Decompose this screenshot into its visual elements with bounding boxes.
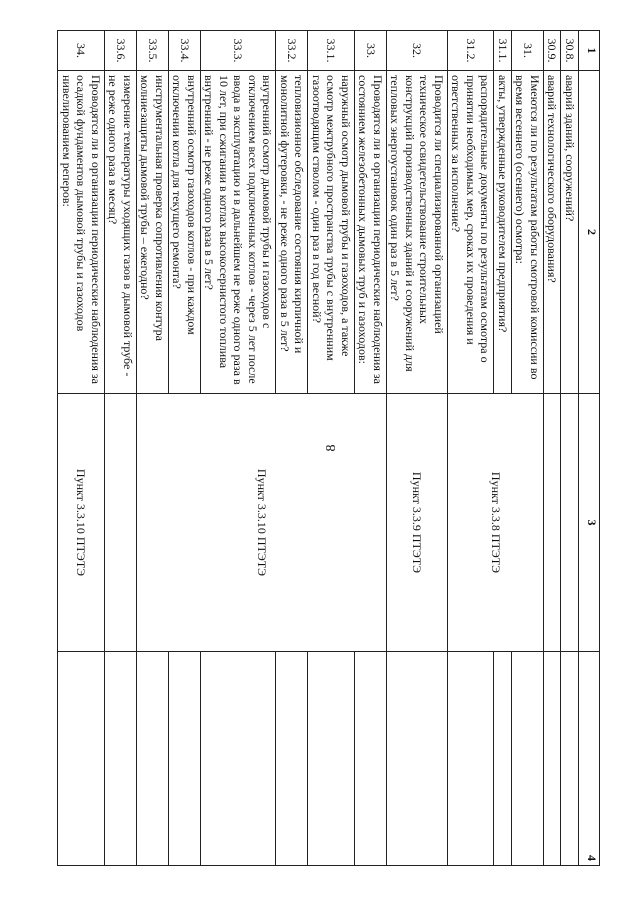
header-col-1: 1 bbox=[579, 31, 600, 71]
row-reference bbox=[105, 394, 137, 652]
row-question: инструментальная проверка сопротивления контура молниезащиты дымовой трубы – ежегодно? bbox=[137, 71, 169, 394]
row-number: 33.2. bbox=[276, 31, 308, 71]
row-number: 32. bbox=[387, 31, 448, 71]
row-question: Проводятся ли в организации периодические наблюдения за состоянием железобетонных дымовых труб и газоходов: bbox=[355, 71, 387, 394]
table-row bbox=[544, 31, 562, 866]
row-note bbox=[58, 652, 105, 866]
row-reference: Пункт 3.3.10 ПТЭТЭ bbox=[137, 394, 387, 652]
row-reference: Пункт 3.3.9 ПТЭТЭ bbox=[387, 394, 448, 652]
row-note bbox=[169, 652, 201, 866]
row-reference bbox=[561, 394, 579, 652]
header-col-3: 3 bbox=[579, 394, 600, 652]
row-question: Имеются ли по результатам работы смотровой комиссии во время весеннего (осеннего) осмотра: bbox=[512, 71, 544, 394]
row-number: 33. bbox=[355, 31, 387, 71]
row-reference: Пункт 3.3.10 ПТЭТЭ bbox=[58, 394, 105, 652]
row-question: аварий технологического оборудования? bbox=[544, 71, 562, 394]
row-question: внутренний осмотр дымовой трубы и газоходов с отключением всех подключенных котлов - через 5 лет после ввода в эксплуатацию и в дальнейшем не реже одного раза в 10 лет, при сжигании в котлах высокосернистого топлива внутренний - не реже одного раза в 5 лет? bbox=[201, 71, 277, 394]
row-number: 31.1. bbox=[494, 31, 512, 71]
row-note bbox=[387, 652, 448, 866]
row-number: 33.3. bbox=[201, 31, 277, 71]
table-row bbox=[355, 31, 387, 866]
row-note bbox=[308, 652, 355, 866]
row-number: 33.6. bbox=[105, 31, 137, 71]
page-number: 8 bbox=[324, 444, 339, 452]
table-row bbox=[512, 31, 544, 866]
row-number: 33.4. bbox=[169, 31, 201, 71]
row-question: аварий зданий, сооружений? bbox=[561, 71, 579, 394]
checklist-sheet bbox=[60, 30, 600, 865]
table-row bbox=[105, 31, 137, 866]
row-question: Проводятся ли в организации периодические наблюдения за осадкой фундаментов дымовой трубы и газоходов нивелированием реперов: bbox=[58, 71, 105, 394]
header-col-4: 4 bbox=[579, 652, 600, 866]
table-row bbox=[58, 31, 105, 866]
row-note bbox=[201, 652, 277, 866]
row-number: 30.9. bbox=[544, 31, 562, 71]
row-question: акты, утвержденные руководителем предприятия? bbox=[494, 71, 512, 394]
checklist-table bbox=[58, 30, 601, 866]
row-note bbox=[561, 652, 579, 866]
row-note bbox=[544, 652, 562, 866]
row-number: 33.5. bbox=[137, 31, 169, 71]
header-row bbox=[579, 31, 600, 866]
row-question: Проводится ли специализированной организацией техническое освидетельствование строительных конструкций производственных зданий и сооружений для тепловых энергоустановок один раз в 5 лет? bbox=[387, 71, 448, 394]
header-col-2: 2 bbox=[579, 71, 600, 394]
row-note bbox=[276, 652, 308, 866]
row-question: распорядительные документы по результатам осмотра о принятии необходимых мер, сроках их проведения и ответственных за исполнение? bbox=[448, 71, 495, 394]
row-number: 33.1. bbox=[308, 31, 355, 71]
row-number: 34. bbox=[58, 31, 105, 71]
row-note bbox=[355, 652, 387, 866]
row-question: измерение температуры уходящих газов в дымовой трубе - не реже одного раза в месяц? bbox=[105, 71, 137, 394]
row-question: наружный осмотр дымовой трубы и газоходов, а также осмотр межтрубного пространства трубы с внутренним газоотводящим стволом - один раз в год весной? bbox=[308, 71, 355, 394]
row-question: тепловизионное обследование состояния кирпичной и монолитной футеровки, - не реже одного раза в 5 лет? bbox=[276, 71, 308, 394]
row-number: 30.8. bbox=[561, 31, 579, 71]
table-row bbox=[561, 31, 579, 866]
row-question: внутренний осмотр газоходов котлов - при каждом отключении котла для текущего ремонта? bbox=[169, 71, 201, 394]
row-note bbox=[512, 652, 544, 866]
row-number: 31.2. bbox=[448, 31, 495, 71]
row-reference: Пункт 3.3.8 ПТЭТЭ bbox=[448, 394, 544, 652]
row-note bbox=[137, 652, 169, 866]
table-row bbox=[387, 31, 448, 866]
row-note bbox=[105, 652, 137, 866]
row-number: 31. bbox=[512, 31, 544, 71]
row-note bbox=[494, 652, 512, 866]
row-reference bbox=[544, 394, 562, 652]
row-note bbox=[448, 652, 495, 866]
